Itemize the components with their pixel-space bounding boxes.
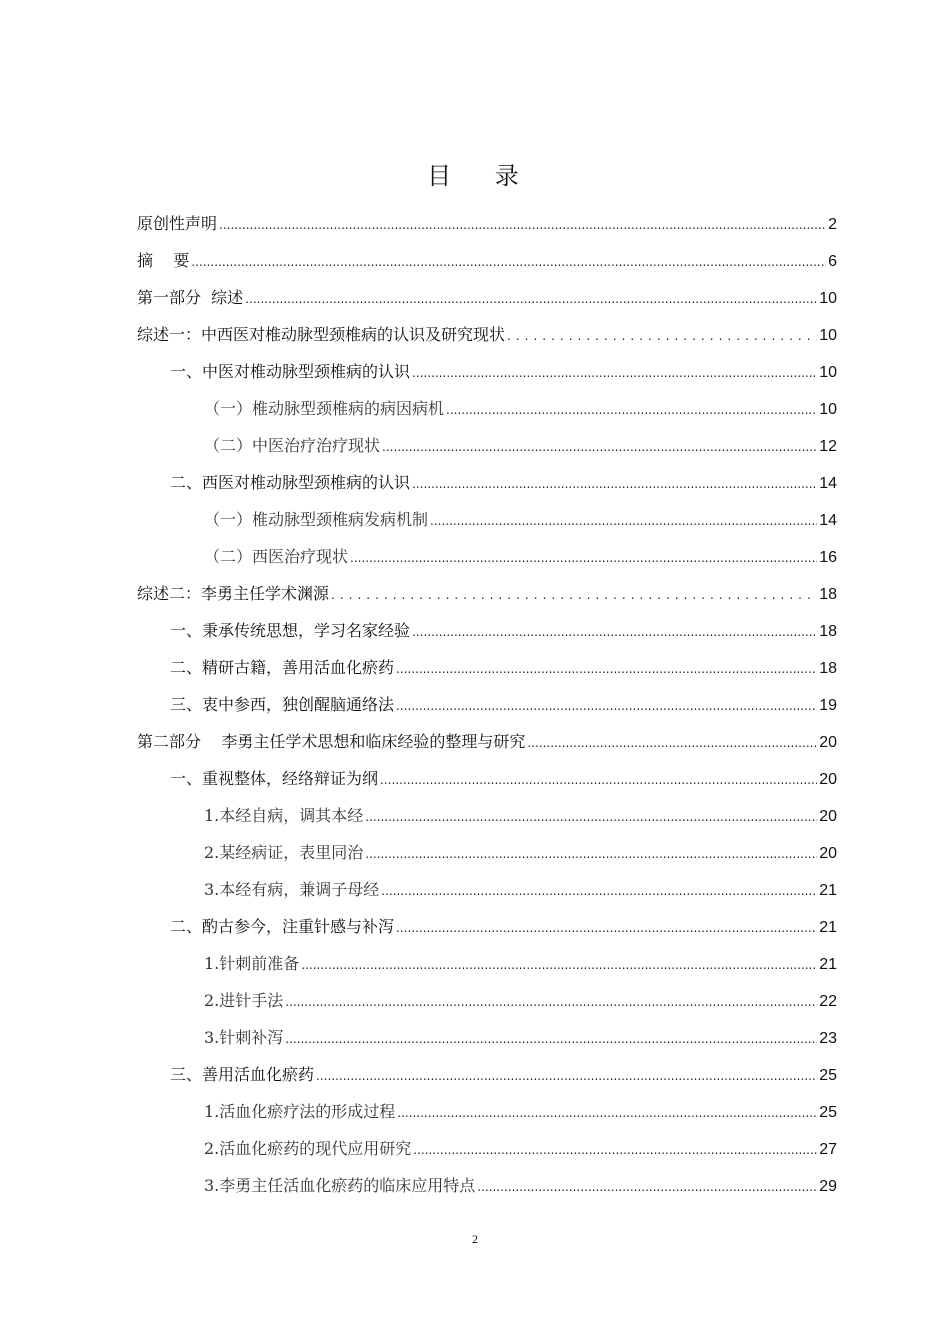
toc-entry-label: （一）椎动脉型颈椎病的病因病机	[204, 399, 445, 418]
toc-entry-page: 18	[819, 623, 837, 640]
toc-entry[interactable]	[137, 908, 837, 945]
toc-entry-page: 14	[819, 475, 837, 492]
toc-entry-label: 一、重视整体，经络辩证为纲	[170, 769, 379, 788]
toc-entry-label: 三、善用活血化瘀药	[170, 1065, 315, 1084]
toc-entry-page: 23	[819, 1030, 837, 1047]
dot-leader	[397, 1095, 817, 1132]
toc-entry-page: 20	[819, 771, 837, 788]
toc-entry-page: 14	[819, 512, 837, 529]
dot-leader	[301, 947, 817, 984]
dot-leader	[191, 244, 826, 281]
toc-entry[interactable]	[137, 1093, 837, 1130]
toc-entry-page: 2	[828, 216, 837, 233]
toc-entry[interactable]	[137, 649, 837, 686]
toc-entry-page: 27	[819, 1141, 837, 1158]
dot-leader	[382, 429, 817, 466]
dot-leader	[396, 688, 817, 725]
toc-entry[interactable]	[137, 242, 837, 279]
toc-entry-page: 12	[819, 438, 837, 455]
toc-entry-page: 20	[819, 734, 837, 751]
toc-entry-label: 2.进针手法	[204, 991, 284, 1010]
toc-entry-label: 1.活血化瘀疗法的形成过程	[204, 1102, 396, 1121]
toc-entry[interactable]	[137, 1019, 837, 1056]
toc-entry-label: 3.针刺补泻	[204, 1028, 284, 1047]
dot-leader	[365, 836, 817, 873]
toc-entry-label: 第一部分 综述	[137, 288, 244, 307]
toc-entry-page: 20	[819, 808, 837, 825]
dot-leader	[331, 577, 817, 614]
toc-entry[interactable]	[137, 723, 837, 760]
toc-entry-page: 21	[819, 956, 837, 973]
toc-entry-label: 二、精研古籍，善用活血化瘀药	[170, 658, 395, 677]
toc-entry-label: 1.本经自病，调其本经	[204, 806, 364, 825]
toc-entry[interactable]	[137, 945, 837, 982]
dot-leader	[316, 1058, 817, 1095]
toc-entry-label: 一、中医对椎动脉型颈椎病的认识	[170, 362, 411, 381]
toc-entry-label: （二）西医治疗现状	[204, 547, 349, 566]
dot-leader	[396, 651, 817, 688]
dot-leader	[219, 207, 826, 244]
toc-entry[interactable]	[137, 279, 837, 316]
dot-leader	[285, 1021, 817, 1058]
toc-entry[interactable]	[137, 612, 837, 649]
dot-leader	[446, 392, 817, 429]
toc-entry-label: （二）中医治疗治疗现状	[204, 436, 381, 455]
dot-leader	[245, 281, 817, 318]
toc-entry-label: 2.活血化瘀药的现代应用研究	[204, 1139, 412, 1158]
toc-entry-page: 10	[819, 364, 837, 381]
toc-entry-label: 二、酌古参今，注重针感与补泻	[170, 917, 395, 936]
toc-entry[interactable]	[137, 390, 837, 427]
toc-title: 目 录	[427, 162, 537, 190]
toc-entry[interactable]	[137, 1056, 837, 1093]
dot-leader	[396, 910, 817, 947]
dot-leader	[412, 466, 817, 503]
toc-entry-page: 21	[819, 919, 837, 936]
dot-leader	[412, 614, 817, 651]
dot-leader	[285, 984, 817, 1021]
toc-entry[interactable]	[137, 834, 837, 871]
toc-entry[interactable]	[137, 501, 837, 538]
toc-entry[interactable]	[137, 760, 837, 797]
dot-leader	[350, 540, 817, 577]
dot-leader	[413, 1132, 817, 1169]
toc-entry-label: （一）椎动脉型颈椎病发病机制	[204, 510, 429, 529]
dot-leader	[430, 503, 817, 540]
dot-leader	[527, 725, 817, 762]
toc-entry-label: 摘 要	[137, 251, 190, 270]
dot-leader	[381, 873, 817, 910]
toc-entry-label: 综述二：李勇主任学术渊源	[137, 584, 330, 603]
toc-entry-label: 综述一：中西医对椎动脉型颈椎病的认识及研究现状	[137, 325, 506, 344]
toc-entry[interactable]	[137, 538, 837, 575]
toc-entry[interactable]	[137, 316, 837, 353]
toc-entry-label: 原创性声明	[137, 214, 218, 233]
dot-leader	[412, 355, 817, 392]
toc-entry[interactable]	[137, 1130, 837, 1167]
toc-entry-label: 3.李勇主任活血化瘀药的临床应用特点	[204, 1176, 476, 1195]
dot-leader	[365, 799, 817, 836]
dot-leader	[380, 762, 817, 799]
toc-entry-page: 25	[819, 1067, 837, 1084]
toc-entry-page: 25	[819, 1104, 837, 1121]
toc-entry[interactable]	[137, 1167, 837, 1204]
toc-entry-page: 18	[819, 660, 837, 677]
page-number: 2	[472, 1232, 478, 1246]
toc-entry-label: 3.本经有病，兼调子母经	[204, 880, 380, 899]
toc-entry[interactable]	[137, 427, 837, 464]
toc-entry-page: 19	[819, 697, 837, 714]
toc-entry-page: 22	[819, 993, 837, 1010]
toc-entry[interactable]	[137, 982, 837, 1019]
toc-entry-page: 10	[819, 290, 837, 307]
toc-entry[interactable]	[137, 797, 837, 834]
toc-entry-label: 1.针刺前准备	[204, 954, 300, 973]
toc-entry-page: 18	[819, 586, 837, 603]
toc-entry-page: 21	[819, 882, 837, 899]
toc-entry-page: 10	[819, 327, 837, 344]
dot-leader	[507, 318, 817, 355]
toc-entry[interactable]	[137, 205, 837, 242]
toc-entry-label: 一、秉承传统思想，学习名家经验	[170, 621, 411, 640]
dot-leader	[477, 1169, 817, 1206]
toc-entry-label: 三、衷中参西，独创醒脑通络法	[170, 695, 395, 714]
toc-entry-label: 第二部分 李勇主任学术思想和临床经验的整理与研究	[137, 732, 526, 751]
toc-entry-label: 二、西医对椎动脉型颈椎病的认识	[170, 473, 411, 492]
toc-entry-page: 6	[828, 253, 837, 270]
toc-entry[interactable]	[137, 353, 837, 390]
toc-entry-page: 10	[819, 401, 837, 418]
toc-entry[interactable]	[137, 575, 837, 612]
toc-entry[interactable]	[137, 686, 837, 723]
toc-entry[interactable]	[137, 464, 837, 501]
toc-entry-page: 16	[819, 549, 837, 566]
toc-entry-label: 2.某经病证，表里同治	[204, 843, 364, 862]
toc-entry[interactable]	[137, 871, 837, 908]
toc-entry-page: 29	[819, 1178, 837, 1195]
toc-entry-page: 20	[819, 845, 837, 862]
